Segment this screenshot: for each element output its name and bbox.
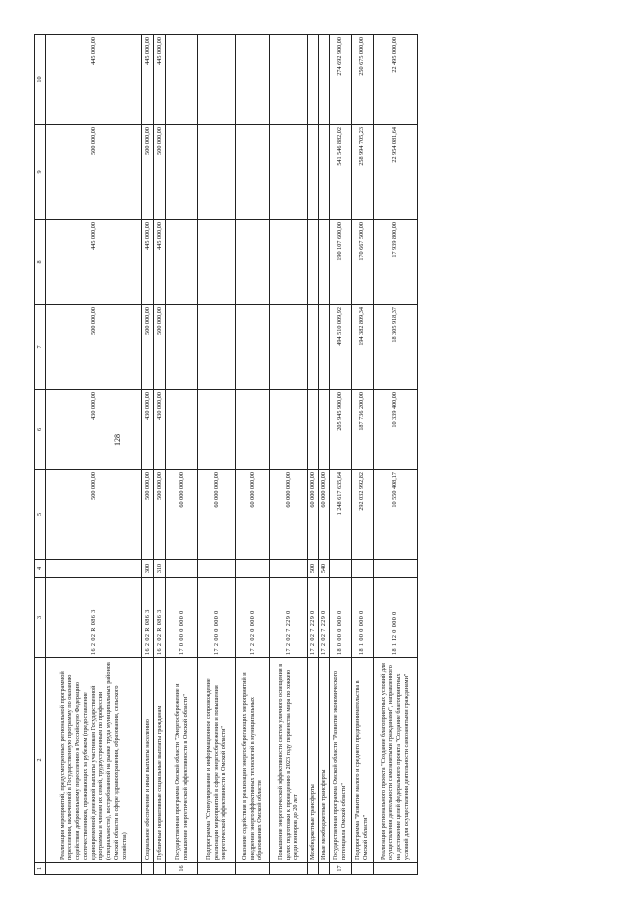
header-row: [35, 35, 46, 875]
column-header: 8: [35, 220, 46, 305]
item-name-cell: Реализация регионального проекта "Создание благоприятных условий для осуществления деятельности самозанятыми гражданами", направленного на достижение целей федерального проекта "Создание благоприятных условий для осуществления деятельности самозанятыми гражданами": [373, 658, 417, 863]
column-header: 1: [35, 863, 46, 875]
amount-cell: 500 000,00: [46, 470, 142, 560]
amount-cell: 445 000,00: [154, 220, 166, 305]
table-row: [236, 35, 270, 875]
amount-cell: [198, 390, 236, 470]
item-name-cell: Социальное обеспечение и иные выплаты населению: [142, 658, 154, 863]
amount-cell: [166, 305, 198, 390]
expense-type-cell: [373, 560, 417, 578]
expense-type-cell: [198, 560, 236, 578]
amount-cell: [198, 125, 236, 220]
column-header: 10: [35, 35, 46, 125]
amount-cell: 500 000,00: [154, 125, 166, 220]
column-header: 7: [35, 305, 46, 390]
budget-table: [34, 34, 418, 875]
row-number-cell: [373, 863, 417, 875]
table-row: [373, 35, 417, 875]
item-name-cell: Публичные нормативные социальные выплаты гражданам: [154, 658, 166, 863]
item-name-cell: Подпрограмма "Стимулирование и информационное сопровождение реализации мероприятий в сфере энергосбережения и повышения энергетической эффективности в Омской области": [198, 658, 236, 863]
budget-code-cell: 17 2 02 7 229 0: [270, 578, 308, 658]
expense-type-cell: 500: [308, 560, 319, 578]
amount-cell: 500 000,00: [46, 305, 142, 390]
amount-cell: 187 736 200,00: [351, 390, 373, 470]
expense-type-cell: [166, 560, 198, 578]
item-name-cell: Повышение энергетической эффективности систем уличного освещения в целях подготовки к проведению в 2023 году первенства мира по хоккею среди юниоров до 20 лет: [270, 658, 308, 863]
amount-cell: 60 000 000,00: [166, 470, 198, 560]
amount-cell: 445 000,00: [46, 220, 142, 305]
column-header: 5: [35, 470, 46, 560]
item-name-cell: Иные межбюджетные трансферты: [318, 658, 329, 863]
row-number-cell: 17: [329, 863, 351, 875]
amount-cell: [166, 125, 198, 220]
amount-cell: [270, 35, 308, 125]
item-name-cell: Государственная программа Омской области "Развитие экономического потенциала Омской области": [329, 658, 351, 863]
amount-cell: [308, 390, 319, 470]
amount-cell: 10 339 400,00: [373, 390, 417, 470]
amount-cell: 60 000 000,00: [270, 470, 308, 560]
amount-cell: 17 939 800,00: [373, 220, 417, 305]
row-number-cell: [318, 863, 329, 875]
amount-cell: 258 994 705,23: [351, 125, 373, 220]
amount-cell: 60 000 000,00: [198, 470, 236, 560]
amount-cell: 190 107 600,00: [329, 220, 351, 305]
budget-code-cell: 17 2 02 0 000 0: [236, 578, 270, 658]
amount-cell: [166, 35, 198, 125]
rotated-page: [34, 35, 619, 875]
item-name-cell: Оказание содействия в реализации энергосберегающих мероприятий и внедрении энергоэффективных технологий в муниципальных образованиях Омской области: [236, 658, 270, 863]
amount-cell: 430 000,00: [142, 390, 154, 470]
expense-type-cell: [351, 560, 373, 578]
amount-cell: [198, 35, 236, 125]
amount-cell: [166, 220, 198, 305]
amount-cell: [236, 35, 270, 125]
table-row: [318, 35, 329, 875]
amount-cell: [270, 125, 308, 220]
budget-code-cell: 17 2 02 7 229 0: [308, 578, 319, 658]
table-row: [351, 35, 373, 875]
amount-cell: [308, 125, 319, 220]
column-header: 2: [35, 658, 46, 863]
amount-cell: [166, 390, 198, 470]
amount-cell: 60 000 000,00: [236, 470, 270, 560]
amount-cell: 250 675 000,00: [351, 35, 373, 125]
row-number-cell: [351, 863, 373, 875]
amount-cell: 500 000,00: [154, 470, 166, 560]
row-number-cell: [270, 863, 308, 875]
item-name-cell: Государственная программа Омской области "Энергосбережение и повышение энергетической эффективности в Омской области": [166, 658, 198, 863]
item-name-cell: Межбюджетные трансферты: [308, 658, 319, 863]
amount-cell: [308, 35, 319, 125]
page-number: 128: [113, 434, 122, 446]
item-name-cell: Реализация мероприятий, предусмотренных региональной программой переселения, включенной в Государственную программу по оказанию содействия добровольному переселению в Российскую Федерацию соотечественников, проживающих за рубежом (предоставление единовременной денежной выплаты участникам Государственной программы и членам их семей, трудоустроенным по профессии (специальности), востребованной на рынке труда муниципальных районов Омской области в сфере здравоохранения, образования, сельского хозяйства): [46, 658, 142, 863]
amount-cell: 500 000,00: [46, 125, 142, 220]
item-name-cell: Подпрограмма "Развитие малого и среднего предпринимательства в Омской области": [351, 658, 373, 863]
amount-cell: [270, 305, 308, 390]
expense-type-cell: 540: [318, 560, 329, 578]
amount-cell: 18 305 918,37: [373, 305, 417, 390]
amount-cell: [308, 220, 319, 305]
row-number-cell: [198, 863, 236, 875]
expense-type-cell: 310: [154, 560, 166, 578]
amount-cell: 430 000,00: [154, 390, 166, 470]
row-number-cell: [46, 863, 142, 875]
amount-cell: 500 000,00: [142, 125, 154, 220]
expense-type-cell: [329, 560, 351, 578]
budget-code-cell: 16 2 02 R 086 3: [142, 578, 154, 658]
table-row: [308, 35, 319, 875]
amount-cell: 445 000,00: [142, 35, 154, 125]
amount-cell: [318, 220, 329, 305]
amount-cell: 541 546 882,02: [329, 125, 351, 220]
row-number-cell: [142, 863, 154, 875]
table-row: [154, 35, 166, 875]
amount-cell: [270, 390, 308, 470]
expense-type-cell: 300: [142, 560, 154, 578]
row-number-cell: [308, 863, 319, 875]
amount-cell: 22 495 000,00: [373, 35, 417, 125]
expense-type-cell: [236, 560, 270, 578]
amount-cell: [318, 35, 329, 125]
table-row: [46, 35, 142, 875]
amount-cell: 10 550 408,17: [373, 470, 417, 560]
amount-cell: [318, 125, 329, 220]
column-header: 3: [35, 578, 46, 658]
amount-cell: 292 032 992,82: [351, 470, 373, 560]
budget-code-cell: 16 2 02 R 086 3: [154, 578, 166, 658]
amount-cell: 500 000,00: [142, 305, 154, 390]
row-number-cell: [236, 863, 270, 875]
amount-cell: 60 000 000,00: [308, 470, 319, 560]
table-body: [46, 35, 418, 875]
row-number-cell: [154, 863, 166, 875]
amount-cell: [236, 390, 270, 470]
amount-cell: 22 954 081,64: [373, 125, 417, 220]
amount-cell: [236, 305, 270, 390]
budget-code-cell: 16 2 02 R 086 3: [46, 578, 142, 658]
amount-cell: 430 000,00: [46, 390, 142, 470]
amount-cell: 194 382 809,34: [351, 305, 373, 390]
amount-cell: 445 000,00: [142, 220, 154, 305]
expense-type-cell: [270, 560, 308, 578]
amount-cell: [198, 305, 236, 390]
column-header: 9: [35, 125, 46, 220]
amount-cell: [318, 390, 329, 470]
table-row: [166, 35, 198, 875]
amount-cell: [308, 305, 319, 390]
table-row: [270, 35, 308, 875]
budget-code-cell: 17 0 00 0 000 0: [166, 578, 198, 658]
column-header: 6: [35, 390, 46, 470]
amount-cell: 445 000,00: [46, 35, 142, 125]
amount-cell: 170 667 500,00: [351, 220, 373, 305]
amount-cell: [236, 220, 270, 305]
budget-code-cell: 18 1 I2 0 000 0: [373, 578, 417, 658]
row-number-cell: 16: [166, 863, 198, 875]
budget-code-cell: 18 0 00 0 000 0: [329, 578, 351, 658]
expense-type-cell: [46, 560, 142, 578]
amount-cell: [270, 220, 308, 305]
amount-cell: [318, 305, 329, 390]
amount-cell: 1 248 617 635,64: [329, 470, 351, 560]
amount-cell: 274 692 900,00: [329, 35, 351, 125]
amount-cell: 60 000 000,00: [318, 470, 329, 560]
column-header: 4: [35, 560, 46, 578]
amount-cell: 494 510 009,92: [329, 305, 351, 390]
amount-cell: 500 000,00: [154, 305, 166, 390]
amount-cell: 205 945 900,00: [329, 390, 351, 470]
amount-cell: [236, 125, 270, 220]
table-row: [198, 35, 236, 875]
amount-cell: [198, 220, 236, 305]
budget-code-cell: 18 1 00 0 000 0: [351, 578, 373, 658]
budget-code-cell: 17 2 00 0 000 0: [198, 578, 236, 658]
table-row: [142, 35, 154, 875]
amount-cell: 500 000,00: [142, 470, 154, 560]
amount-cell: 445 000,00: [154, 35, 166, 125]
table-row: [329, 35, 351, 875]
budget-code-cell: 17 2 02 7 229 0: [318, 578, 329, 658]
